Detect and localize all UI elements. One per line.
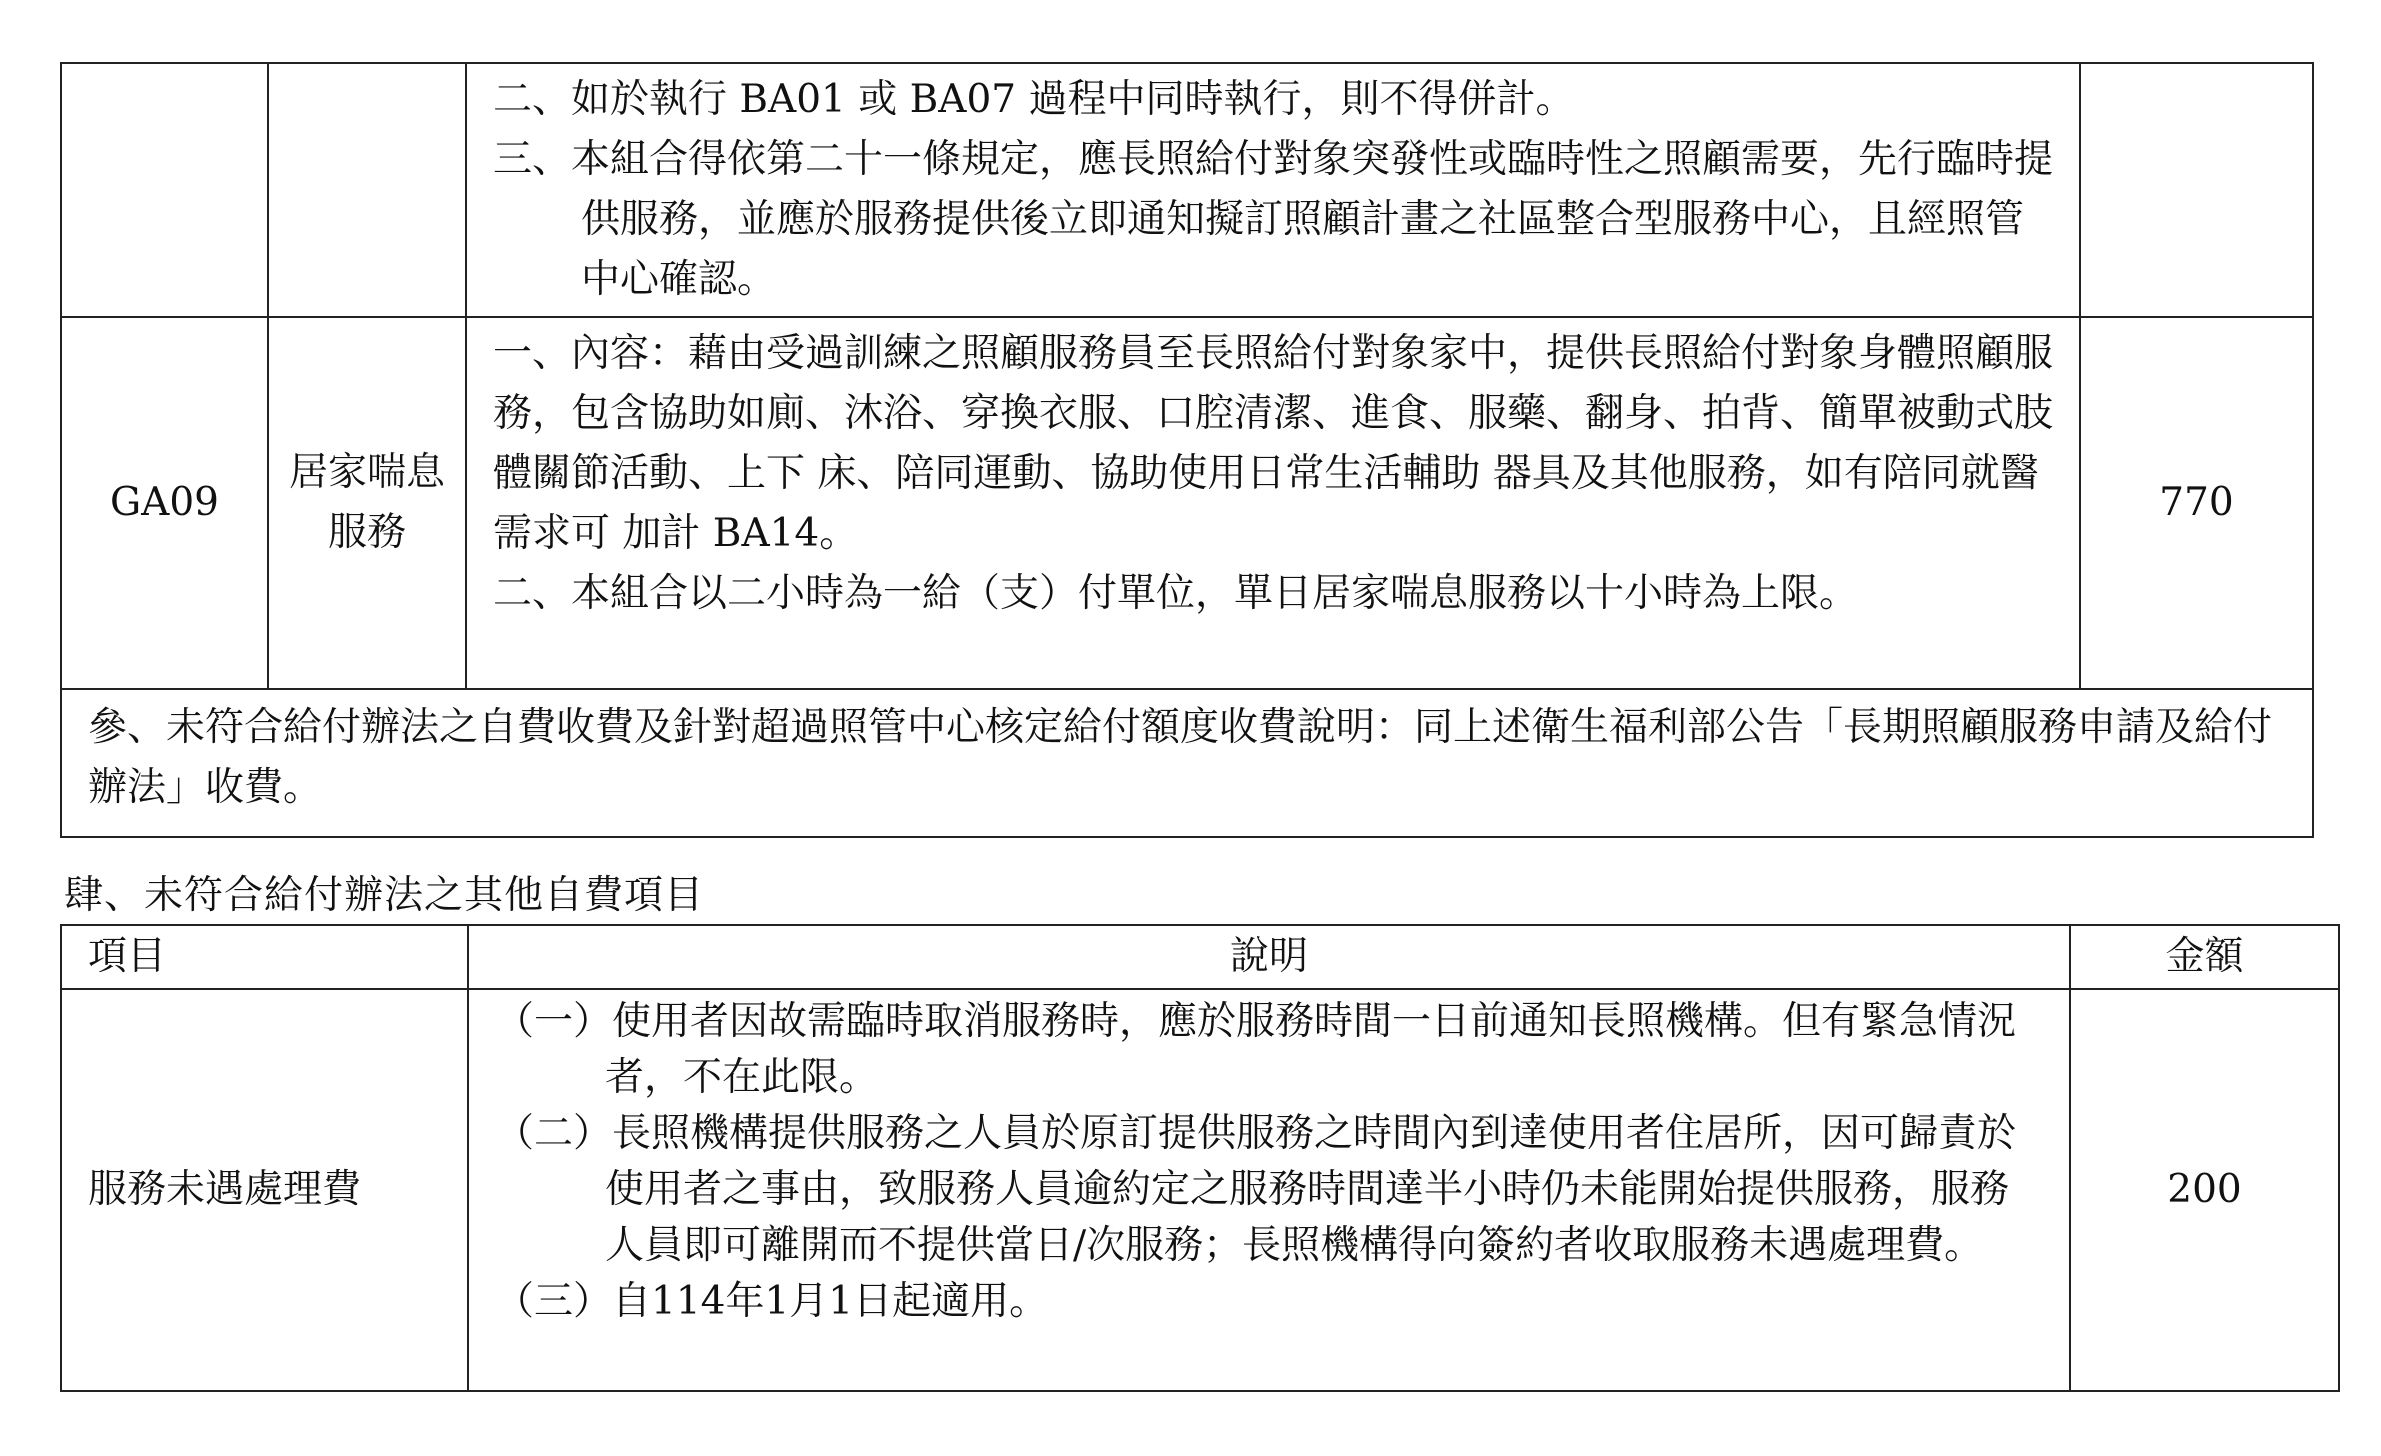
- self-pay-note: 參、未符合給付辦法之自費收費及針對超過照管中心核定給付額度收費說明：同上述衛生福利部公告「長期照顧服務申請及給付辦法」收費。: [61, 689, 2313, 837]
- table-row: [61, 317, 2313, 689]
- service-code-cell: [61, 63, 268, 317]
- fee-description-cell: [468, 989, 2070, 1391]
- fee-amount-cell: 200: [2070, 989, 2339, 1391]
- column-header-item: 項目: [61, 925, 468, 989]
- description-line: （三）自114年1月1日起適用。: [495, 1279, 1049, 1324]
- fee-table: [60, 62, 2314, 838]
- service-name-cell: [268, 63, 466, 317]
- description-line: （二）長照機構提供服務之人員於原訂提供服務之時間內到達使用者住居所，因可歸責於使用者之事由，致服務人員逾約定之服務時間達半小時仍未能開始提供服務，服務人員即可離開而不提供當日/次服務；長照機構得向簽約者收取服務未遇處理費。: [495, 1111, 2017, 1268]
- description-line: 三、本組合得依第二十一條規定，應長照給付對象突發性或臨時性之照顧需要，先行臨時提供服務，並應於服務提供後立即通知擬訂照顧計畫之社區整合型服務中心，且經照管中心確認。: [493, 137, 2054, 302]
- service-description-cell: [466, 317, 2080, 689]
- table-header-row: [61, 925, 2339, 989]
- section-heading: 肆、未符合給付辦法之其他自費項目: [64, 873, 705, 918]
- description-line: （一）使用者因故需臨時取消服務時，應於服務時間一日前通知長照機構。但有緊急情況者，不在此限。: [495, 999, 2017, 1100]
- service-price-cell: 770: [2080, 317, 2313, 689]
- service-code-cell: GA09: [61, 317, 268, 689]
- description-line: 二、如於執行 BA01 或 BA07 過程中同時執行，則不得併計。: [493, 77, 1575, 122]
- description-line: 一、內容：藉由受過訓練之照顧服務員至長照給付對象家中，提供長照給付對象身體照顧服務，包含協助如廁、沐浴、穿換衣服、口腔清潔、進食、服藥、翻身、拍背、簡單被動式肢體關節活動、上下 床、陪同運動、協助使用日常生活輔助 器具及其他服務，如有陪同就醫需求可 加計 BA14。: [493, 331, 2054, 556]
- service-description-cell: [466, 63, 2080, 317]
- column-header-description: 說明: [468, 925, 2070, 989]
- table-row: [61, 989, 2339, 1391]
- other-fees-table: [60, 924, 2340, 1392]
- service-name-cell: 居家喘息服務: [268, 317, 466, 689]
- table-row: [61, 689, 2313, 837]
- fee-item-cell: 服務未遇處理費: [61, 989, 468, 1391]
- service-price-cell: [2080, 63, 2313, 317]
- table-row: [61, 63, 2313, 317]
- description-line: 二、本組合以二小時為一給（支）付單位，單日居家喘息服務以十小時為上限。: [493, 571, 1859, 616]
- column-header-amount: 金額: [2070, 925, 2339, 989]
